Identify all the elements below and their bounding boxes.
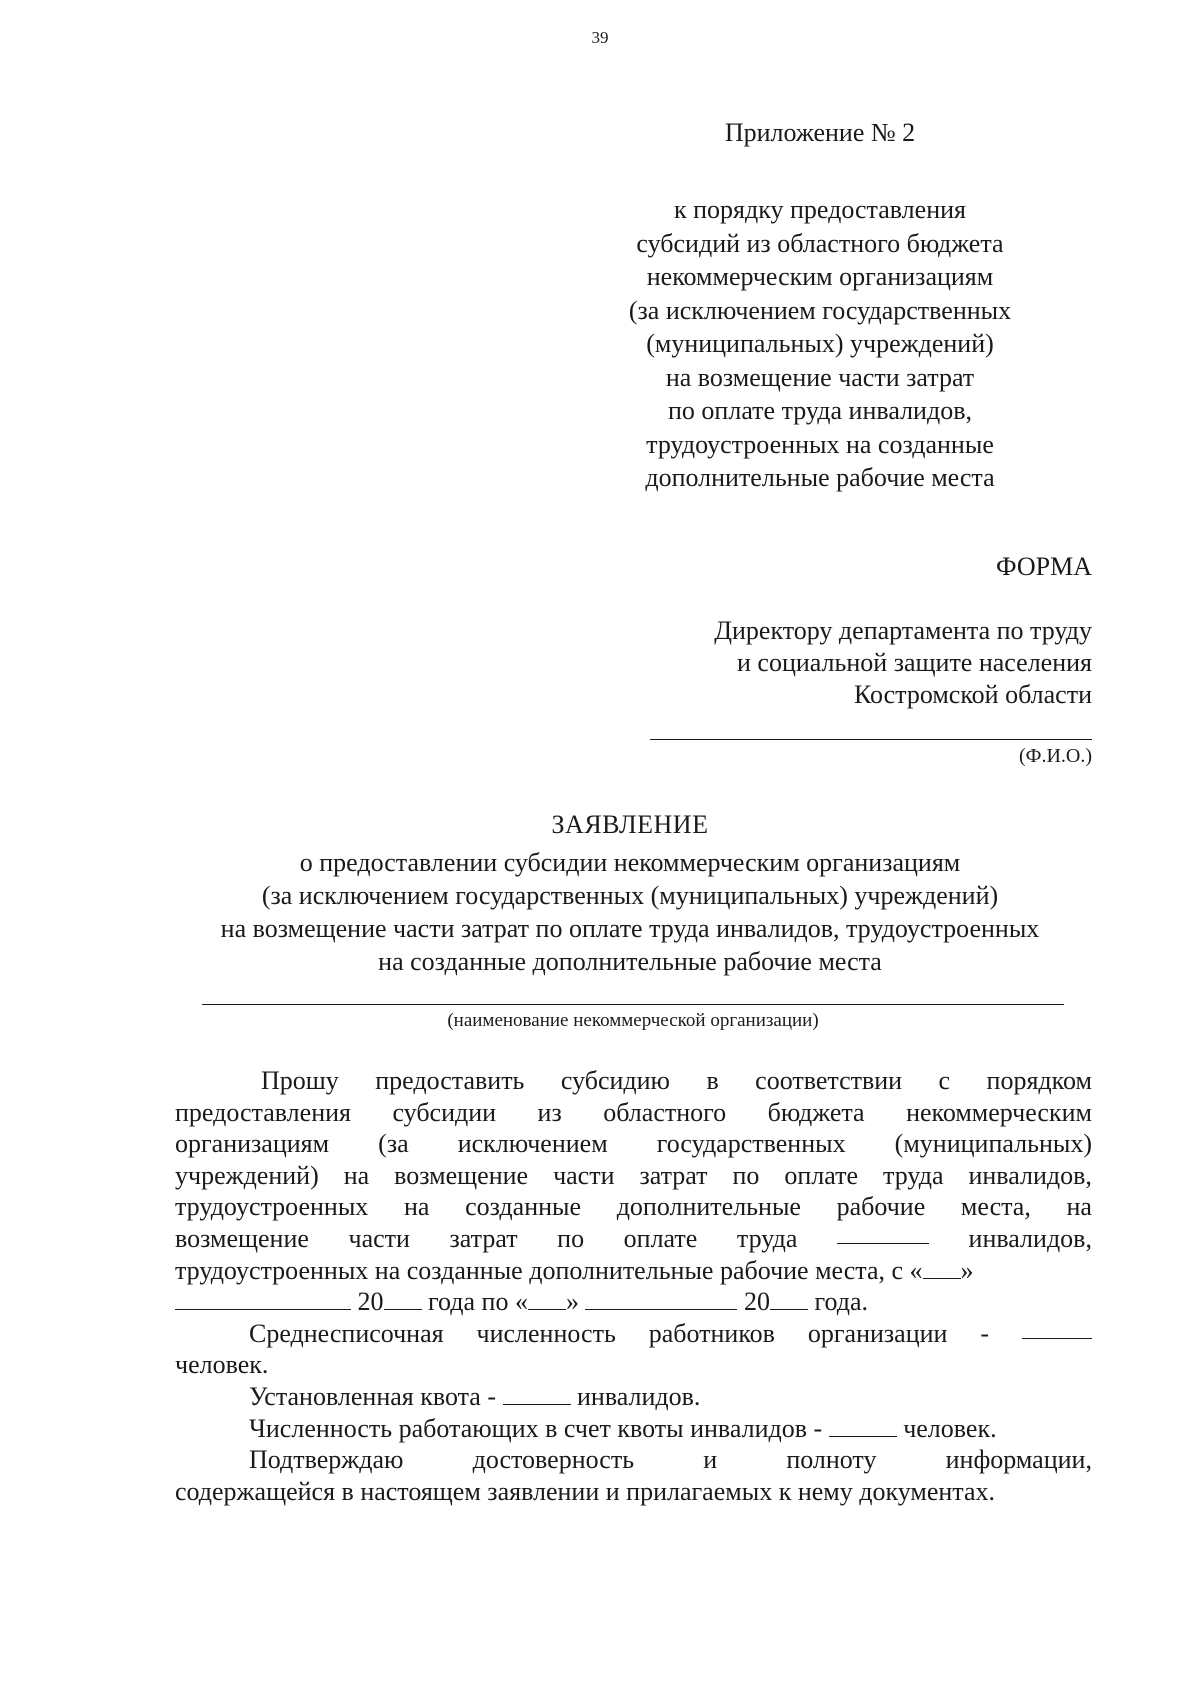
word: на [1066,1192,1092,1222]
appendix-line: (за исключением государственных [628,295,1012,325]
page-number: 39 [591,28,609,47]
word: полноту [786,1445,877,1475]
subtitle-line: о предоставлении субсидии некоммерческим организациям [299,848,961,877]
word: государственных [656,1129,846,1159]
subtitle-line: (за исключением государственных (муниципальных) учреждений) [261,881,999,910]
subtitle-line: на созданные дополнительные рабочие места [378,947,882,976]
word: учреждений) [175,1160,319,1190]
word: Среднесписочная [249,1318,444,1348]
word: Прошу [261,1066,339,1095]
end-year-blank[interactable] [770,1289,808,1310]
word: рабочие [836,1192,926,1222]
appendix-description [580,193,1060,495]
text-segment: 20 [351,1287,384,1317]
form-label: ФОРМА [996,552,1092,581]
word: по [732,1160,760,1190]
word: некоммерческим [906,1097,1092,1127]
body-line [175,1413,1092,1445]
average-headcount-blank[interactable] [1022,1318,1092,1339]
word: инвалидов, [968,1160,1092,1190]
quota-employees-blank[interactable] [829,1416,897,1437]
start-month-blank[interactable] [175,1289,351,1310]
body-line [175,1318,1092,1350]
body-line [175,1381,1092,1413]
word: достоверность [472,1445,635,1475]
subtitle-line: на возмещение части затрат по оплате труда инвалидов, трудоустроенных [220,914,1040,943]
word: возмещение [175,1223,309,1253]
appendix-line: трудоустроенных на созданные [646,429,994,459]
word: организациям [175,1129,330,1159]
word: предоставления [175,1097,351,1127]
word: из [537,1097,562,1127]
body-line: человек. [175,1350,269,1380]
word: Подтверждаю [249,1445,404,1475]
appendix-title: Приложение № 2 [724,118,916,147]
quota-blank[interactable] [503,1384,571,1405]
word: исключением [457,1129,608,1159]
word: информации, [945,1445,1092,1475]
statement-title: ЗАЯВЛЕНИЕ [551,810,709,839]
word: областного [603,1097,727,1127]
text-segment: года по « [421,1287,528,1317]
body-line [175,1160,1092,1192]
word: работников [648,1318,775,1348]
organization-caption: (наименование некоммерческой организации) [447,1010,819,1031]
word: части [553,1160,615,1190]
start-day-blank[interactable] [923,1258,961,1279]
body-line [175,1191,1092,1223]
end-day-blank[interactable] [528,1289,566,1310]
word: инвалидов, [968,1223,1092,1253]
word: трудоустроенных [175,1192,369,1222]
text-segment: » [960,1255,974,1285]
statement-body [175,1065,1092,1507]
word: оплате [623,1223,698,1253]
word: соответствии [755,1066,903,1095]
appendix-line: к порядку предоставления [674,195,966,224]
body-line [175,1065,1092,1097]
fio-caption: (Ф.И.О.) [1018,745,1092,767]
word: субсидию [560,1066,670,1095]
end-month-blank[interactable] [585,1289,737,1310]
word: на [343,1160,370,1190]
word: - [980,1318,990,1348]
start-year-blank[interactable] [384,1289,422,1310]
appendix-line: (муниципальных) учреждений) [646,329,994,358]
word: труда [883,1160,944,1190]
appendix-line: дополнительные рабочие места [645,463,995,492]
addressee-line: Костромской области [853,680,1092,709]
body-line [175,1444,1092,1476]
word: (муниципальных) [894,1129,1092,1159]
body-line: содержащейся в настоящем заявлении и прилагаемых к нему документах. [175,1476,996,1506]
word: в [706,1066,719,1095]
body-line [175,1128,1092,1160]
addressee-line: Директору департамента по труду [714,616,1092,645]
word: затрат [449,1223,518,1253]
word: порядком [986,1066,1092,1095]
text-segment: » [565,1287,586,1317]
text-segment: года. [807,1287,868,1317]
word: численность [476,1318,616,1348]
fio-blank-line [650,739,1092,740]
body-line [175,1097,1092,1129]
word: затрат [639,1160,708,1190]
word: оплате [784,1160,859,1190]
appendix-line: субсидий из областного бюджета [636,228,1004,258]
addressee-block [572,615,1092,711]
addressee-line: и социальной защите населения [736,648,1092,677]
appendix-line: некоммерческим организациям [646,262,994,291]
text-segment: Численность работающих в счет квоты инвалидов - [249,1413,829,1443]
word: с [938,1066,951,1095]
word: на [403,1192,430,1222]
body-line [175,1223,1092,1255]
disabled-count-blank[interactable] [837,1223,929,1244]
text-segment: трудоустроенных на созданные дополнительные рабочие места, с « [175,1255,923,1285]
word: труда [736,1223,798,1253]
statement-subtitle [120,846,1140,978]
word: по [557,1223,585,1253]
word: созданные [465,1192,582,1222]
word: места, [960,1192,1031,1222]
text-segment: Установленная квота - [249,1381,503,1411]
appendix-line: на возмещение части затрат [665,362,975,392]
text-segment: человек. [896,1413,997,1443]
organization-blank-line [202,1004,1064,1005]
word: (за [378,1129,409,1159]
body-line [175,1255,1092,1287]
appendix-line: по оплате труда инвалидов, [668,396,972,425]
word: организации [807,1318,948,1348]
word: возмещение [394,1160,529,1190]
word: предоставить [375,1066,525,1095]
word: и [703,1445,718,1475]
word: части [348,1223,410,1253]
word: дополнительные [616,1192,801,1222]
text-segment: инвалидов. [570,1381,701,1411]
word: субсидии [392,1097,497,1127]
word: бюджета [767,1097,865,1127]
text-segment: 20 [737,1287,770,1317]
body-line [175,1286,1092,1318]
